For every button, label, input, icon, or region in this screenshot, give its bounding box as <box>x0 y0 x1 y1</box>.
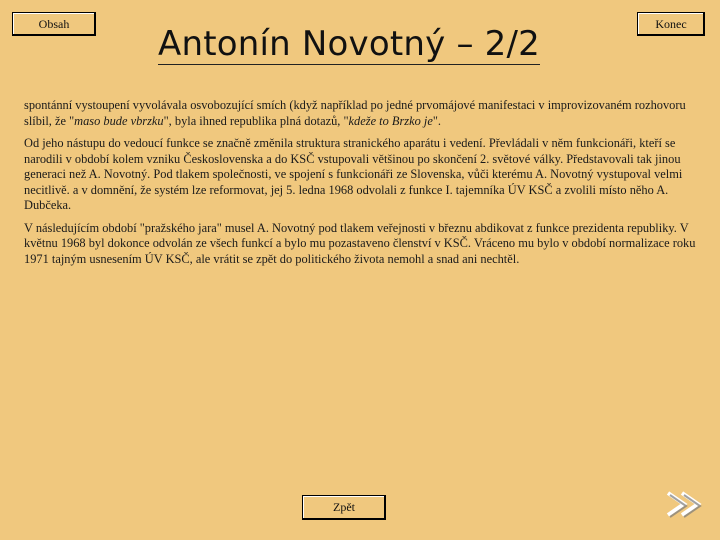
paragraph-1-part-a: spontánní vystoupení vyvolávala osvobozující smích (když například po jedné prvomájové manifestaci v improvizovaném rozhovoru slíbil, že " <box>24 98 686 128</box>
paragraph-1-quote-1: maso bude vbrzku <box>74 113 164 128</box>
konec-button-label: Konec <box>655 16 687 31</box>
obsah-button-label: Obsah <box>38 16 70 31</box>
page-title <box>158 24 540 65</box>
zpet-button[interactable] <box>302 495 386 520</box>
content-area <box>24 98 714 274</box>
title-underline <box>158 64 540 65</box>
paragraph-1-part-c: ". <box>432 113 441 128</box>
konec-button[interactable] <box>637 12 705 36</box>
obsah-button[interactable] <box>12 12 96 36</box>
page-title-text: Antonín Novotný – 2/2 <box>158 24 540 64</box>
paragraph-1 <box>24 98 714 129</box>
paragraph-3: V následujícím období "pražského jara" musel A. Novotný pod tlakem veřejnosti v březnu abdikovat z funkce prezidenta republiky. V květnu 1968 byl dokonce odvolán ze všech funkcí a bylo mu pozastaveno členství v KSČ. Vráceno mu bylo v období normalizace roku 1971 tajným usnesením ÚV KSČ, ale vrátit se zpět do politického života nemohl a snad ani nechtěl. <box>24 220 696 266</box>
paragraph-2: Od jeho nástupu do vedoucí funkce se značně změnila struktura stranického aparátu i vedení. Převládali v něm funkcionáři, kteří se narodili v období kolem vzniku Československa a do KSČ vstupovali většinou po skončení 2. světové války. Představovali tak jinou generaci než A. Novotný. Pod tlakem společnosti, ve spojení s funkcionáři ze Slovenska, vůči kterému A. Novotný vystupoval velmi necitlivě. a v domnění, že systém lze reformovat, jej 5. ledna 1968 odvolali z funkce I. tajemníka ÚV KSČ a zvolili místo něho A. Dubčeka. <box>24 136 683 212</box>
paragraph-1-part-b: ", byla ihned republika plná dotazů, " <box>163 113 349 128</box>
double-arrow-right-icon[interactable] <box>664 490 704 518</box>
zpet-button-label: Zpět <box>333 500 355 514</box>
paragraph-1-quote-2: kdeže to Brzko je <box>348 113 433 128</box>
